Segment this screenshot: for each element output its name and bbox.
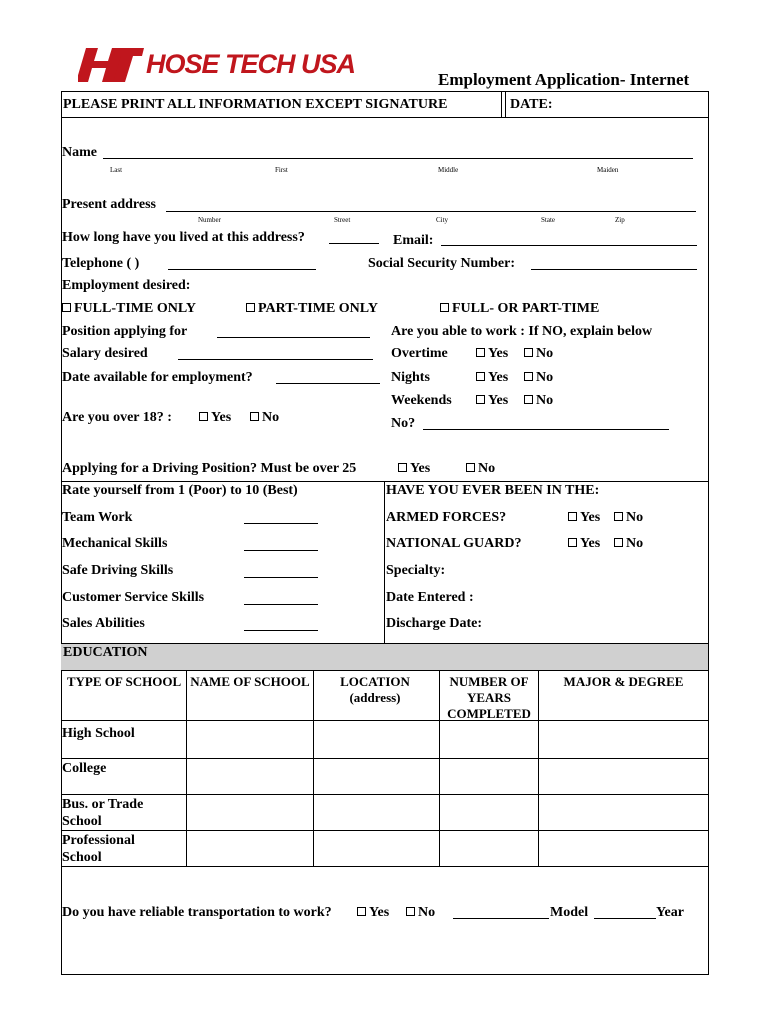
rate-yourself-label: Rate yourself from 1 (Poor) to 10 (Best) <box>62 483 298 498</box>
form-title: Employment Application- Internet <box>438 70 690 89</box>
col-years-completed: NUMBER OF YEARS COMPLETED <box>447 674 531 721</box>
checkbox-icon[interactable] <box>524 348 533 357</box>
checkbox-icon[interactable] <box>614 512 623 521</box>
overtime-label: Overtime <box>391 346 448 361</box>
checkbox-icon[interactable] <box>476 348 485 357</box>
weekends-yes[interactable] <box>476 393 508 409</box>
date-entered-label: Date Entered : <box>386 590 474 605</box>
checkbox-icon[interactable] <box>357 907 366 916</box>
checkbox-icon[interactable] <box>466 463 475 472</box>
how-long-input-line[interactable] <box>329 243 379 244</box>
checkbox-icon[interactable] <box>614 538 623 547</box>
no-label: No <box>626 536 644 551</box>
row-trade-school: Bus. or Trade School <box>62 797 144 829</box>
part-time-label: PART-TIME ONLY <box>258 301 378 316</box>
name-input-line[interactable] <box>103 158 693 159</box>
address-sublabel-number: Number <box>198 216 221 224</box>
checkbox-icon[interactable] <box>476 372 485 381</box>
armed-forces-yes[interactable] <box>568 510 600 526</box>
ssn-label: Social Security Number: <box>368 256 515 271</box>
no-label: No <box>626 510 644 525</box>
col-location: LOCATION (address) <box>340 674 410 705</box>
checkbox-icon[interactable] <box>250 412 259 421</box>
salary-label: Salary desired <box>62 346 148 361</box>
checkbox-icon[interactable] <box>62 303 71 312</box>
armed-forces-no[interactable] <box>614 510 643 526</box>
weekends-label: Weekends <box>391 393 452 408</box>
ht-logo-icon <box>78 46 144 84</box>
yes-label: Yes <box>410 461 431 476</box>
checkbox-icon[interactable] <box>406 907 415 916</box>
date-available-input-line[interactable] <box>276 383 380 384</box>
row-high-school: High School <box>62 726 135 741</box>
checkbox-icon[interactable] <box>476 395 485 404</box>
address-input-line[interactable] <box>166 211 696 212</box>
email-input-line[interactable] <box>441 245 697 246</box>
checkbox-icon[interactable] <box>568 538 577 547</box>
no-label: No <box>478 461 496 476</box>
part-time-option[interactable] <box>246 301 378 317</box>
full-or-part-label: FULL- OR PART-TIME <box>452 301 600 316</box>
driving-label: Applying for a Driving Position? Must be over 25 <box>62 461 357 476</box>
no-label: No <box>536 370 554 385</box>
yes-label: Yes <box>211 410 232 425</box>
position-input-line[interactable] <box>217 337 370 338</box>
transport-question: Do you have reliable transportation to work? <box>62 905 332 920</box>
model-input-line[interactable] <box>594 918 656 919</box>
position-label: Position applying for <box>62 324 188 339</box>
overtime-yes[interactable] <box>476 346 508 362</box>
logo-text: HOSE TECH USA <box>146 49 356 79</box>
no-explain-label: No? <box>391 416 416 431</box>
transport-yes[interactable] <box>357 905 389 921</box>
telephone-label: Telephone ( ) <box>62 256 140 271</box>
yes-label: Yes <box>580 510 601 525</box>
row-college: College <box>62 761 107 776</box>
no-explain-input-line[interactable] <box>423 429 669 430</box>
model-label: Model <box>550 905 589 920</box>
safe-driving-label: Safe Driving Skills <box>62 563 174 578</box>
name-sublabel-maiden: Maiden <box>597 166 619 174</box>
address-sublabel-street: Street <box>334 216 351 224</box>
able-to-work-label: Are you able to work : If NO, explain below <box>391 324 653 339</box>
address-label: Present address <box>62 197 156 212</box>
checkbox-icon[interactable] <box>524 395 533 404</box>
col-name-of-school: NAME OF SCHOOL <box>190 674 310 689</box>
specialty-label: Specialty: <box>386 563 446 578</box>
national-guard-yes[interactable] <box>568 536 600 552</box>
yes-label: Yes <box>488 393 509 408</box>
no-label: No <box>262 410 280 425</box>
employment-desired-label: Employment desired: <box>62 278 191 293</box>
address-sublabel-state: State <box>541 216 555 224</box>
nights-label: Nights <box>391 370 430 385</box>
customer-service-input-line[interactable] <box>244 604 318 605</box>
team-work-input-line[interactable] <box>244 523 318 524</box>
nights-yes[interactable] <box>476 370 508 386</box>
safe-driving-input-line[interactable] <box>244 577 318 578</box>
salary-input-line[interactable] <box>178 359 373 360</box>
nights-no[interactable] <box>524 370 553 386</box>
mechanical-label: Mechanical Skills <box>62 536 168 551</box>
name-sublabel-middle: Middle <box>438 166 459 174</box>
name-label: Name <box>62 145 97 160</box>
row-professional-school: Professional School <box>62 833 135 865</box>
transport-make-line[interactable] <box>453 918 549 919</box>
over18-no[interactable] <box>250 410 279 426</box>
sales-input-line[interactable] <box>244 630 318 631</box>
transport-no[interactable] <box>406 905 435 921</box>
checkbox-icon[interactable] <box>568 512 577 521</box>
driving-no[interactable] <box>466 461 495 477</box>
name-sublabel-last: Last <box>110 166 123 174</box>
driving-yes[interactable] <box>398 461 430 477</box>
have-you-been-label: HAVE YOU EVER BEEN IN THE: <box>386 483 600 498</box>
how-long-label: How long have you lived at this address? <box>62 230 305 245</box>
address-sublabel-city: City <box>436 216 449 224</box>
checkbox-icon[interactable] <box>524 372 533 381</box>
overtime-no[interactable] <box>524 346 553 362</box>
yes-label: Yes <box>488 370 509 385</box>
print-instruction: PLEASE PRINT ALL INFORMATION EXCEPT SIGNATURE <box>63 97 448 112</box>
full-time-option[interactable] <box>62 301 196 317</box>
yes-label: Yes <box>488 346 509 361</box>
sales-label: Sales Abilities <box>62 616 145 631</box>
full-or-part-option[interactable] <box>440 301 599 317</box>
year-label: Year <box>656 905 684 920</box>
name-sublabel-first: First <box>275 166 288 174</box>
education-title: EDUCATION <box>63 645 148 660</box>
email-label: Email: <box>393 233 434 248</box>
national-guard-no[interactable] <box>614 536 643 552</box>
no-label: No <box>536 346 554 361</box>
armed-forces-label: ARMED FORCES? <box>386 510 507 525</box>
col-type-of-school: TYPE OF SCHOOL <box>66 674 182 689</box>
col-major-degree: MAJOR & DEGREE <box>563 674 684 689</box>
customer-service-label: Customer Service Skills <box>62 590 205 605</box>
over18-label: Are you over 18? : <box>62 410 172 425</box>
yes-label: Yes <box>580 536 601 551</box>
full-time-label: FULL-TIME ONLY <box>74 301 197 316</box>
checkbox-icon[interactable] <box>246 303 255 312</box>
checkbox-icon[interactable] <box>199 412 208 421</box>
over18-yes[interactable] <box>199 410 231 426</box>
checkbox-icon[interactable] <box>440 303 449 312</box>
yes-label: Yes <box>369 905 390 920</box>
national-guard-label: NATIONAL GUARD? <box>386 536 522 551</box>
ssn-input-line[interactable] <box>531 269 697 270</box>
no-label: No <box>418 905 436 920</box>
weekends-no[interactable] <box>524 393 553 409</box>
address-sublabel-zip: Zip <box>615 216 625 224</box>
no-label: No <box>536 393 554 408</box>
team-work-label: Team Work <box>62 510 133 525</box>
discharge-label: Discharge Date: <box>386 616 483 631</box>
checkbox-icon[interactable] <box>398 463 407 472</box>
education-header <box>61 643 708 670</box>
date-label: DATE: <box>510 97 553 112</box>
mechanical-input-line[interactable] <box>244 550 318 551</box>
telephone-input-line[interactable] <box>168 269 316 270</box>
date-available-label: Date available for employment? <box>62 370 253 385</box>
